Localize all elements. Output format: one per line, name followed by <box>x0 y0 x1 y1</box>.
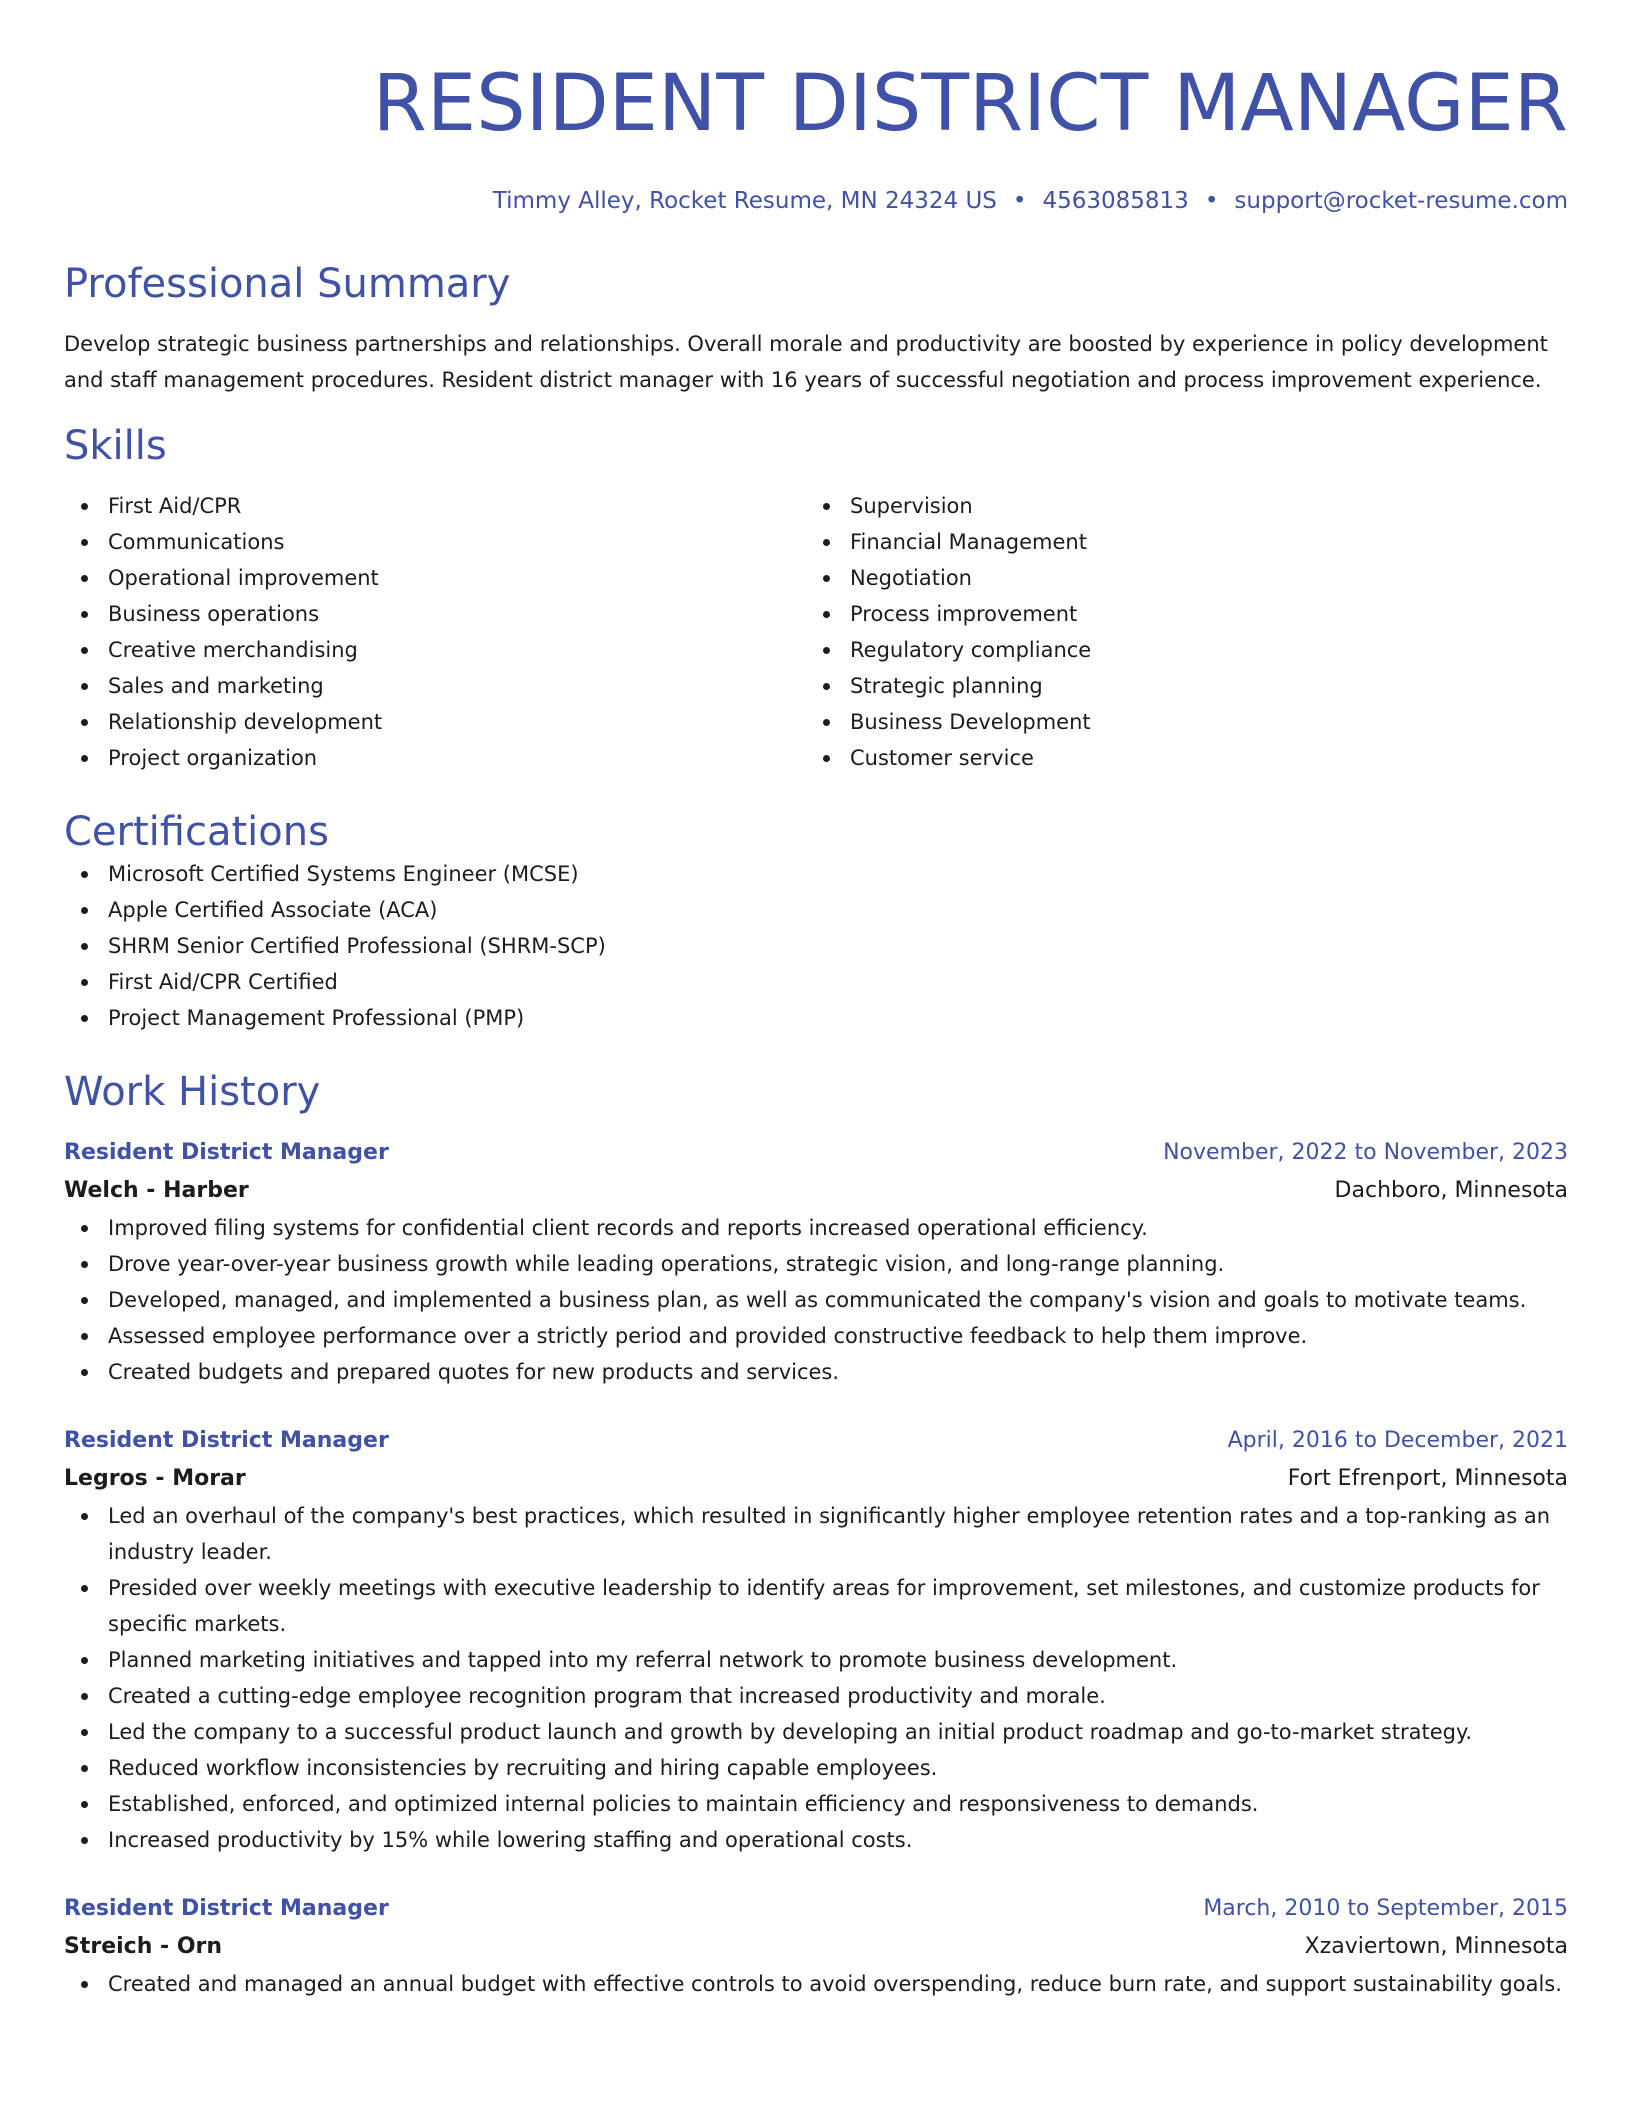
job-bullet: Established, enforced, and optimized internal policies to maintain efficiency and responsiveness to demands. <box>64 1786 1568 1822</box>
job-title: Resident District Manager <box>64 1140 389 1165</box>
job-bullet-list <box>64 1498 1568 1858</box>
job-header <box>64 1134 1568 1172</box>
skill-item: Strategic planning <box>806 668 1548 704</box>
skills-heading: Skills <box>64 423 167 469</box>
work-history-heading: Work History <box>64 1069 321 1115</box>
job-location: Fort Efrenport, Minnesota <box>1287 1466 1568 1491</box>
job-company: Streich - Orn <box>64 1934 223 1959</box>
job-entry <box>64 1134 1568 1390</box>
job-bullet: Created and managed an annual budget with effective controls to avoid overspending, reduce burn rate, and support sustainability goals. <box>64 1966 1568 2002</box>
job-entry <box>64 1890 1568 2002</box>
contact-separator: • <box>1204 188 1219 214</box>
skills-list-right <box>806 488 1548 776</box>
contact-separator: • <box>1012 188 1027 214</box>
skill-item: Financial Management <box>806 524 1548 560</box>
job-dates: April, 2016 to December, 2021 <box>1227 1428 1568 1453</box>
job-location: Dachboro, Minnesota <box>1334 1178 1568 1203</box>
certifications-list <box>64 856 1568 1036</box>
job-dates: March, 2010 to September, 2015 <box>1203 1896 1568 1921</box>
job-bullet: Created a cutting-edge employee recognition program that increased productivity and morale. <box>64 1678 1568 1714</box>
summary-heading: Professional Summary <box>64 261 511 307</box>
skill-item: Project organization <box>64 740 806 776</box>
job-entry <box>64 1422 1568 1858</box>
job-subheader <box>64 1460 1568 1498</box>
job-subheader <box>64 1172 1568 1210</box>
contact-address: Timmy Alley, Rocket Resume, MN 24324 US <box>492 188 997 214</box>
skill-item: Negotiation <box>806 560 1548 596</box>
job-header <box>64 1890 1568 1928</box>
job-bullet: Planned marketing initiatives and tapped into my referral network to promote business development. <box>64 1642 1568 1678</box>
skill-item: Business Development <box>806 704 1548 740</box>
summary-text: Develop strategic business partnerships and relationships. Overall morale and productivity are boosted by experience in policy development and staff management procedures. Resident district manager with 16 years of successful negotiation and process improvement experience. <box>64 332 1548 392</box>
job-bullet: Presided over weekly meetings with executive leadership to identify areas for improvement, set milestones, and customize products for specific markets. <box>64 1570 1568 1642</box>
job-bullet: Developed, managed, and implemented a business plan, as well as communicated the company's vision and goals to motivate teams. <box>64 1282 1568 1318</box>
skill-item: Operational improvement <box>64 560 806 596</box>
certification-item: Microsoft Certified Systems Engineer (MCSE) <box>64 856 1568 892</box>
resume-page <box>64 0 1568 2002</box>
skill-item: First Aid/CPR <box>64 488 806 524</box>
certification-item: SHRM Senior Certified Professional (SHRM-SCP) <box>64 928 1568 964</box>
job-header <box>64 1422 1568 1460</box>
skill-item: Customer service <box>806 740 1548 776</box>
job-bullet: Increased productivity by 15% while lowering staffing and operational costs. <box>64 1822 1568 1858</box>
job-location: Xzaviertown, Minnesota <box>1304 1934 1568 1959</box>
certifications-heading: Certifications <box>64 809 329 855</box>
job-bullet-list <box>64 1210 1568 1390</box>
skill-item: Relationship development <box>64 704 806 740</box>
certification-item: First Aid/CPR Certified <box>64 964 1568 1000</box>
job-dates: November, 2022 to November, 2023 <box>1163 1140 1568 1165</box>
job-company: Welch - Harber <box>64 1178 249 1203</box>
job-company: Legros - Morar <box>64 1466 246 1491</box>
skill-item: Business operations <box>64 596 806 632</box>
job-bullet: Reduced workflow inconsistencies by recruiting and hiring capable employees. <box>64 1750 1568 1786</box>
job-bullet: Created budgets and prepared quotes for new products and services. <box>64 1354 1568 1390</box>
skill-item: Sales and marketing <box>64 668 806 704</box>
job-bullet: Led the company to a successful product launch and growth by developing an initial product roadmap and go-to-market strategy. <box>64 1714 1568 1750</box>
job-bullet: Led an overhaul of the company's best practices, which resulted in significantly higher employee retention rates and a top-ranking as an industry leader. <box>64 1498 1568 1570</box>
job-title: Resident District Manager <box>64 1428 389 1453</box>
certification-item: Apple Certified Associate (ACA) <box>64 892 1568 928</box>
skill-item: Regulatory compliance <box>806 632 1548 668</box>
skills-column-left <box>64 488 806 776</box>
resume-name: RESIDENT DISTRICT MANAGER <box>372 59 1568 149</box>
job-bullet-list <box>64 1966 1568 2002</box>
skill-item: Supervision <box>806 488 1548 524</box>
job-subheader <box>64 1928 1568 1966</box>
certification-item: Project Management Professional (PMP) <box>64 1000 1568 1036</box>
job-title: Resident District Manager <box>64 1896 389 1921</box>
contact-phone: 4563085813 <box>1042 188 1189 214</box>
job-bullet: Drove year-over-year business growth while leading operations, strategic vision, and long-range planning. <box>64 1246 1568 1282</box>
skill-item: Process improvement <box>806 596 1548 632</box>
skill-item: Communications <box>64 524 806 560</box>
skill-item: Creative merchandising <box>64 632 806 668</box>
contact-line <box>64 186 1568 216</box>
skills-column-right <box>806 488 1548 776</box>
contact-email[interactable]: support@rocket-resume.com <box>1234 188 1568 214</box>
job-bullet: Improved filing systems for confidential client records and reports increased operational efficiency. <box>64 1210 1568 1246</box>
skills-list-left <box>64 488 806 776</box>
skills-grid <box>64 488 1568 776</box>
job-bullet: Assessed employee performance over a strictly period and provided constructive feedback to help them improve. <box>64 1318 1568 1354</box>
